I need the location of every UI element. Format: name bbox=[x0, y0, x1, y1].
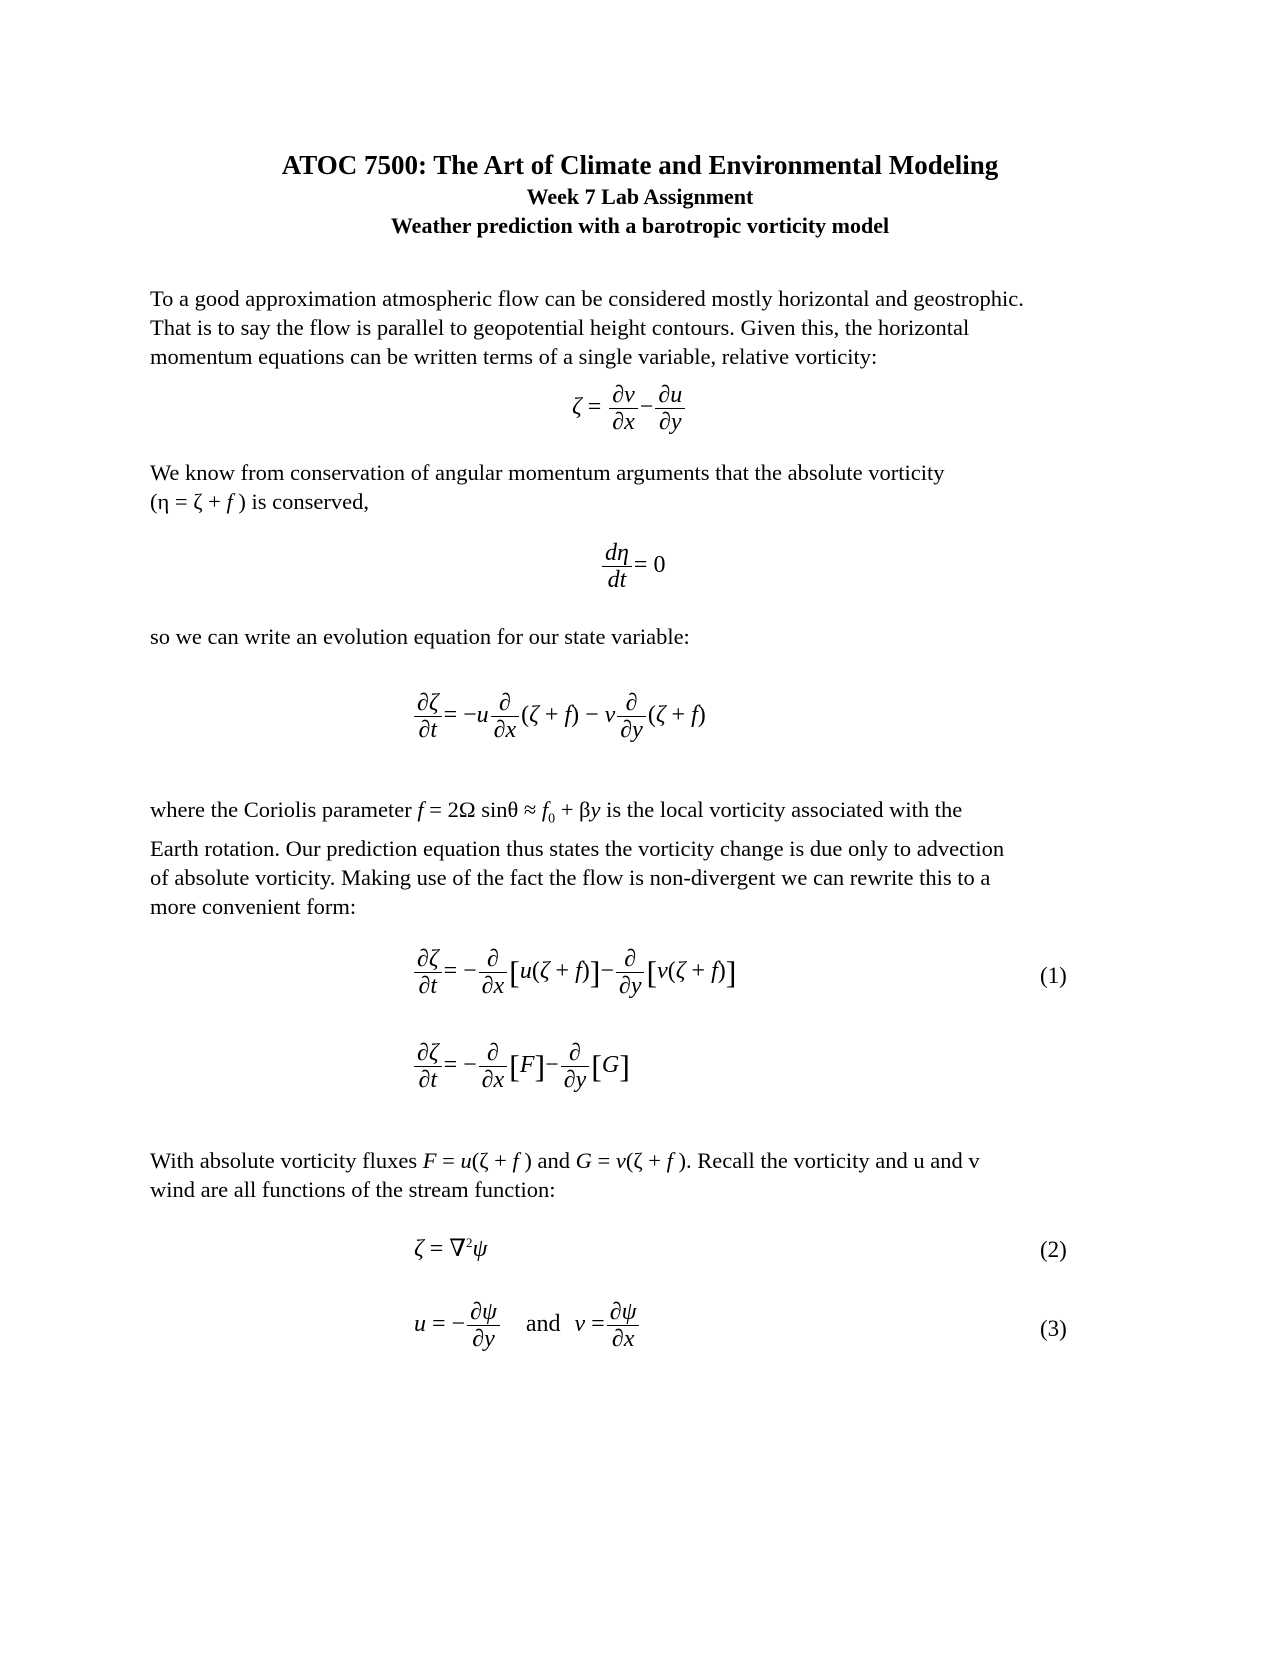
equation-relative-vorticity: ζ = $\frac{\partial v}{\partial x}$ − $\frac{\partial u}{\partial y}$ bbox=[572, 382, 687, 435]
equation-winds: u = − $\frac{\partial\psi}{\partial y}$ and v = $\frac{\partial\psi}{\partial x}$ bbox=[414, 1299, 641, 1352]
paragraph-intro: To a good approximation atmospheric flow can be considered mostly horizontal and geostrophic. That is to say the flow is parallel to geopotential height contours. Given this, the horizontal momentum equations can be written terms of a single variable, relative vorticity: bbox=[150, 286, 1024, 369]
equation-flux-form: $\frac{\partial\zeta}{\partial t}$ = − $\frac{\partial}{\partial x}$ [u(ζ + f)]− $\frac{\partial}{\partial y}$ [v(ζ + f)] bbox=[412, 946, 736, 999]
inline-coriolis-formula: f = 2Ω $\sin\theta \approx f_0 + \beta y$ bbox=[417, 797, 601, 827]
inline-flux-f: F = u(ζ + f ) bbox=[422, 1148, 532, 1173]
title-block bbox=[0, 148, 1280, 240]
paragraph-evolution: so we can write an evolution equation for our state variable: bbox=[150, 624, 690, 649]
document-subtitle: Week 7 Lab Assignment bbox=[526, 184, 754, 209]
equation-flux-fg: $\frac{\partial\zeta}{\partial t}$ = − $\frac{\partial}{\partial x}$ [F]− $\frac{\partial}{\partial y}$ [G] bbox=[412, 1040, 630, 1093]
paragraph-fluxes: With absolute vorticity fluxes F = u(ζ + f ) and G = v(ζ + f ). Recall the vorticity and u and v wind are all functions of the stream function: bbox=[150, 1148, 980, 1202]
equation-number-1: (1) bbox=[1040, 963, 1067, 988]
equation-number-2: (2) bbox=[1040, 1237, 1067, 1262]
equation-laplacian: ζ = ∇$^2$ψ bbox=[414, 1235, 488, 1262]
document-title: ATOC 7500: The Art of Climate and Environmental Modeling bbox=[281, 150, 999, 180]
inline-flux-g: G = v(ζ + f ) bbox=[575, 1148, 686, 1173]
paragraph-absolute-vorticity: We know from conservation of angular momentum arguments that the absolute vorticity (η = ζ + f ) is conserved, bbox=[150, 460, 945, 514]
document-topic: Weather prediction with a barotropic vorticity model bbox=[390, 213, 890, 238]
equation-number-3: (3) bbox=[1040, 1316, 1067, 1341]
paragraph-coriolis: where the Coriolis parameter f = 2Ω $\sin\theta \approx f_0 + \beta y$ is the local vorticity associated with the Earth rotation. Our prediction equation thus states the vorticity change is due only to advection of absolute vorticity. Making use of the fact the flow is non-divergent we can rewrite this to a more convenient form: bbox=[150, 797, 1005, 919]
equation-evolution: $\frac{\partial\zeta}{\partial t}$ = −u $\frac{\partial}{\partial x}$ (ζ + f) − v $\frac{\partial}{\partial y}$ (ζ + f) bbox=[412, 690, 706, 743]
equation-conservation: $\frac{d\eta}{dt}$ = 0 bbox=[600, 540, 665, 593]
inline-eta-definition: (η = ζ + f ) bbox=[150, 489, 246, 514]
